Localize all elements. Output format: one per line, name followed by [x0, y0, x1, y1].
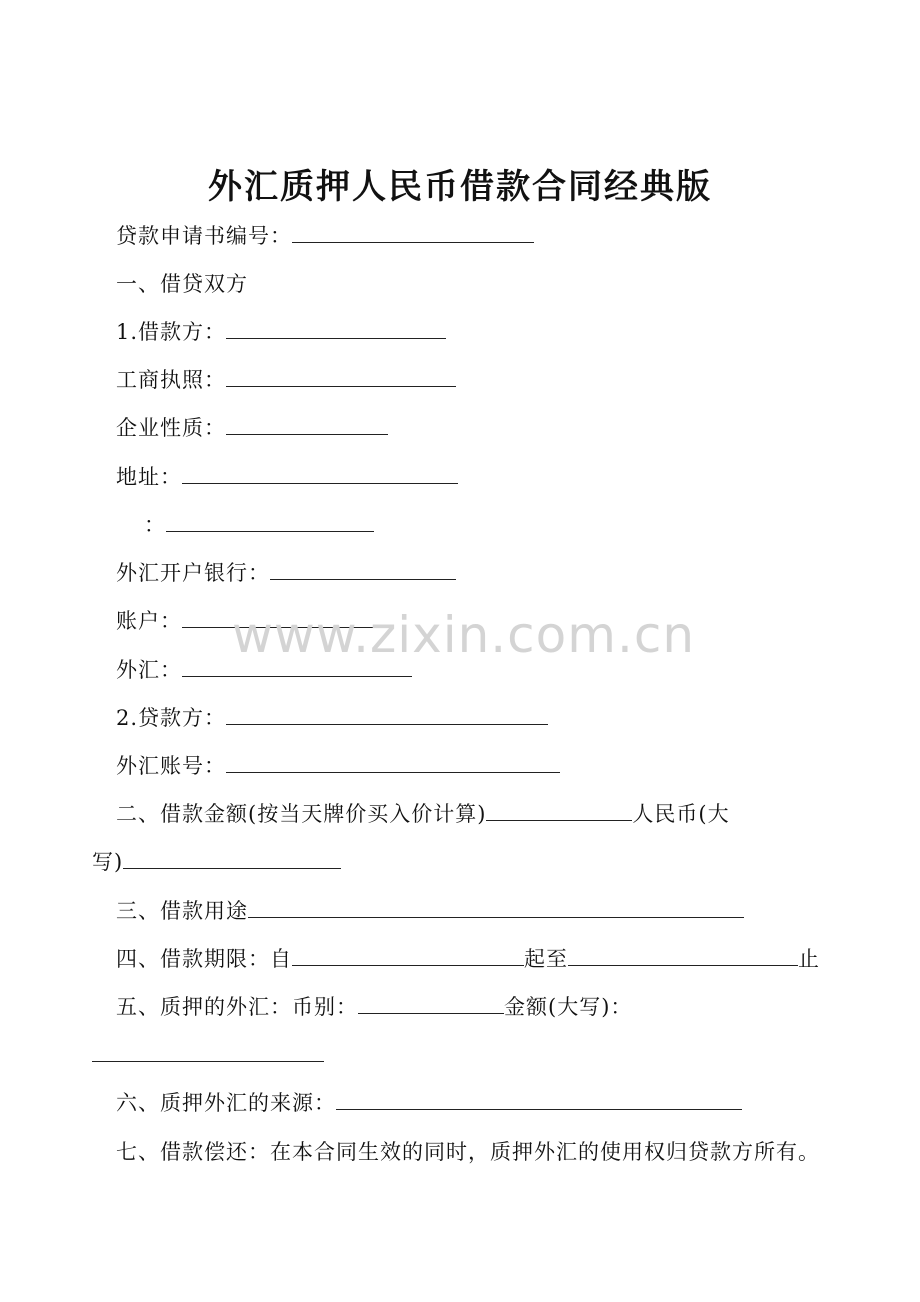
- line-loan-term: [116, 939, 820, 979]
- repayment-clause: 七、借款偿还：在本合同生效的同时，质押外汇的使用权归贷款方所有。: [116, 1140, 820, 1164]
- line-unlabeled: [144, 505, 374, 545]
- loan-term-end-label: 止: [798, 947, 820, 971]
- borrower-blank: [226, 312, 446, 339]
- unlabeled-colon: ：: [144, 513, 166, 537]
- fx-account-no-blank: [226, 746, 560, 773]
- line-fx-account-no: [116, 746, 560, 786]
- fx-bank-label: 外汇开户银行：: [116, 561, 270, 585]
- line-business-license: [116, 360, 456, 400]
- loan-amount-capital-label: 写): [92, 850, 124, 874]
- enterprise-nature-blank: [226, 408, 388, 435]
- lender-blank: [226, 698, 548, 725]
- line-address: [116, 457, 458, 497]
- line-loan-amount-cont: [92, 842, 341, 882]
- loan-amount-blank: [486, 794, 632, 821]
- lender-label: 2.贷款方：: [116, 706, 227, 730]
- parties-heading: 一、借贷双方: [116, 272, 248, 296]
- line-pledge-cont: [92, 1035, 324, 1075]
- business-license-blank: [226, 360, 456, 387]
- loan-term-from-label: 四、借款期限：自: [116, 947, 292, 971]
- loan-purpose-blank: [248, 891, 744, 918]
- enterprise-nature-label: 企业性质：: [116, 416, 226, 440]
- loan-term-start-blank: [292, 939, 524, 966]
- loan-amount-capital-blank: [123, 842, 341, 869]
- address-label: 地址：: [116, 465, 182, 489]
- line-enterprise-nature: [116, 408, 388, 448]
- watermark: www.zixin.com.cn: [232, 606, 696, 664]
- address-blank: [182, 457, 458, 484]
- loan-term-end-blank: [568, 939, 798, 966]
- pledge-amount-blank: [92, 1035, 324, 1062]
- line-lender: [116, 698, 548, 738]
- line-loan-amount: [116, 794, 730, 834]
- pledge-source-label: 六、质押外汇的来源：: [116, 1091, 336, 1115]
- pledge-currency-label: 五、质押的外汇：币别：: [116, 995, 358, 1019]
- fx-account-no-label: 外汇账号：: [116, 754, 226, 778]
- account-label: 账户：: [116, 609, 182, 633]
- line-pledge-source: [116, 1083, 742, 1123]
- unlabeled-blank: [166, 505, 374, 532]
- pledge-source-blank: [336, 1083, 742, 1110]
- line-application-no: [116, 216, 534, 256]
- loan-amount-rmb-label: 人民币(大: [632, 802, 730, 826]
- loan-term-to-label: 起至: [524, 947, 568, 971]
- pledge-currency-blank: [358, 987, 504, 1014]
- document-title: 外汇质押人民币借款合同经典版: [208, 167, 712, 207]
- fx-bank-blank: [270, 553, 456, 580]
- application-no-blank: [292, 216, 534, 243]
- loan-purpose-label: 三、借款用途: [116, 899, 248, 923]
- borrower-label: 1.借款方：: [116, 320, 227, 344]
- application-no-label: 贷款申请书编号：: [116, 224, 292, 248]
- loan-amount-label: 二、借款金额(按当天牌价买入价计算): [116, 802, 487, 826]
- fx-label: 外汇：: [116, 658, 182, 682]
- line-fx-bank: [116, 553, 456, 593]
- line-loan-purpose: [116, 891, 744, 931]
- pledge-amount-label: 金额(大写)：: [504, 995, 633, 1019]
- line-borrower: [116, 312, 446, 352]
- line-pledge: [116, 987, 632, 1027]
- business-license-label: 工商执照：: [116, 368, 226, 392]
